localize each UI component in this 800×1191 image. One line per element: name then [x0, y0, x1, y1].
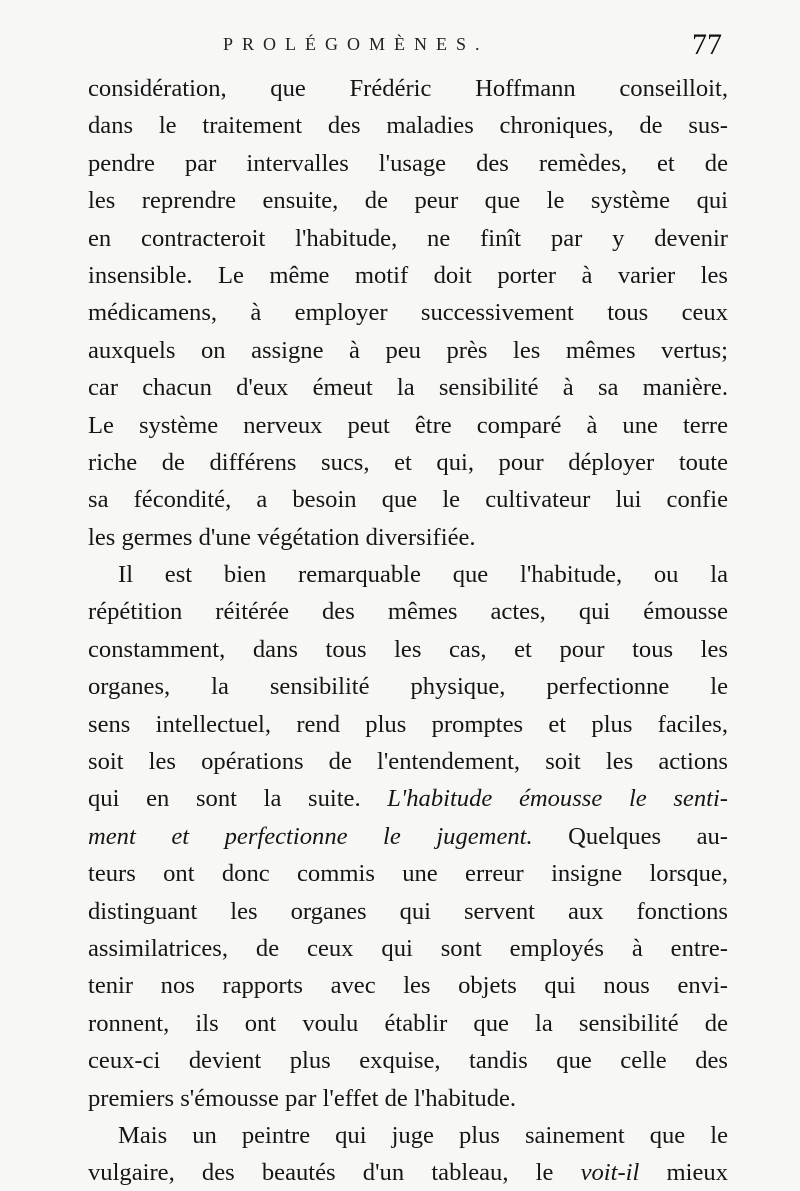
paragraph-last-line	[88, 519, 728, 556]
text-segment: médicamens, à employer successivement tous ceux	[88, 299, 728, 327]
paragraph-last-line	[88, 1080, 728, 1117]
text-line	[88, 369, 728, 406]
text-line	[88, 743, 728, 780]
text-line	[88, 818, 728, 855]
text-line	[88, 182, 728, 219]
italic-text-segment: L'habitude émousse le senti-	[387, 785, 728, 813]
text-line	[88, 855, 728, 892]
text-segment: insensible. Le même motif doit porter à varier les	[88, 261, 728, 289]
text-segment: soit les opérations de l'entendement, soit les actions	[88, 748, 728, 776]
text-line	[88, 967, 728, 1004]
text-segment: en contracteroit l'habitude, ne finît par y devenir	[88, 224, 728, 252]
text-line	[88, 294, 728, 331]
text-line	[88, 444, 728, 481]
text-line	[88, 706, 728, 743]
text-segment: auxquels on assigne à peu près les mêmes vertus;	[88, 336, 728, 364]
text-segment: Quelques au-	[532, 822, 728, 850]
text-segment: les reprendre ensuite, de peur que le système qui	[88, 187, 728, 215]
page-header	[88, 28, 728, 68]
text-segment: riche de différens sucs, et qui, pour déployer toute	[88, 448, 728, 476]
text-segment: teurs ont donc commis une erreur insigne lorsque,	[88, 860, 728, 888]
text-line	[88, 1005, 728, 1042]
text-line	[88, 668, 728, 705]
text-line	[88, 481, 728, 518]
text-segment: dans le traitement des maladies chroniques, de sus-	[88, 112, 728, 140]
paragraph-first-line	[88, 1117, 728, 1154]
text-line	[88, 631, 728, 668]
text-segment: mieux	[639, 1159, 729, 1187]
text-segment: organes, la sensibilité physique, perfectionne le	[88, 673, 728, 701]
text-segment: distinguant les organes qui servent aux fonctions	[88, 897, 728, 925]
text-segment: Mais un peintre qui juge plus sainement que le	[118, 1121, 728, 1149]
text-segment: tenir nos rapports avec les objets qui nous envi-	[88, 972, 728, 1000]
text-segment: ceux-ci devient plus exquise, tandis que celle des	[88, 1047, 728, 1075]
text-line	[88, 70, 728, 107]
text-line	[88, 107, 728, 144]
text-segment: assimilatrices, de ceux qui sont employés à entre-	[88, 934, 728, 962]
text-line	[88, 780, 728, 817]
text-segment: sens intellectuel, rend plus promptes et plus faciles,	[88, 710, 728, 738]
text-segment: répétition réitérée des mêmes actes, qui émousse	[88, 598, 728, 626]
text-segment: Le système nerveux peut être comparé à une terre	[88, 411, 728, 439]
text-line	[88, 145, 728, 182]
text-segment: premiers s'émousse par l'effet de l'habitude.	[88, 1084, 517, 1112]
italic-text-segment: ment et perfectionne le jugement.	[88, 822, 533, 850]
text-segment: Il est bien remarquable que l'habitude, ou la	[118, 561, 728, 589]
text-line	[88, 593, 728, 630]
text-segment: vulgaire, des beautés d'un tableau, le	[88, 1159, 581, 1187]
text-line	[88, 893, 728, 930]
text-segment: sa fécondité, a besoin que le cultivateur lui confie	[88, 486, 728, 514]
italic-text-segment: voit-il	[580, 1159, 640, 1187]
text-segment: qui en sont la suite.	[88, 785, 388, 813]
text-segment: pendre par intervalles l'usage des remèdes, et de	[88, 149, 728, 177]
text-line	[88, 407, 728, 444]
page-number: 77	[692, 28, 722, 61]
text-segment: considération, que Frédéric Hoffmann conseilloit,	[88, 75, 728, 102]
text-line	[88, 1154, 728, 1191]
text-segment: constamment, dans tous les cas, et pour tous les	[88, 635, 728, 663]
text-segment: ronnent, ils ont voulu établir que la sensibilité de	[88, 1009, 728, 1037]
body-text	[88, 70, 728, 1191]
text-line	[88, 930, 728, 967]
text-line	[88, 1042, 728, 1079]
paragraph-first-line	[88, 556, 728, 593]
running-head: PROLÉGOMÈNES.	[223, 34, 489, 54]
text-segment: les germes d'une végétation diversifiée.	[88, 523, 476, 551]
text-line	[88, 220, 728, 257]
text-segment: car chacun d'eux émeut la sensibilité à sa manière.	[88, 374, 728, 402]
text-line	[88, 257, 728, 294]
text-line	[88, 332, 728, 369]
